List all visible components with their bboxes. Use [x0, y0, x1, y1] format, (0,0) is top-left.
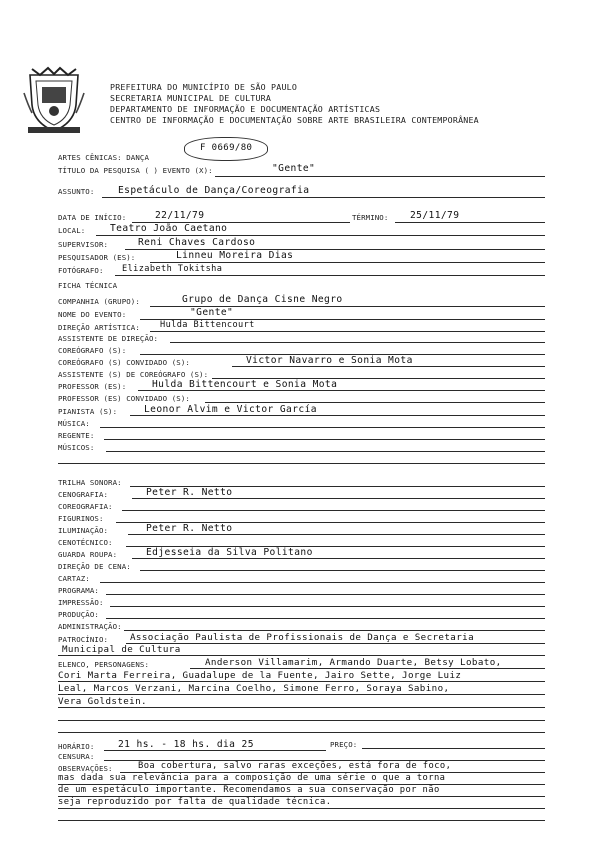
field-label: PRODUÇÃO: [58, 610, 99, 619]
elenco-label: ELENCO, PERSONAGENS: [58, 660, 149, 669]
local-value: Teatro João Caetano [110, 223, 228, 234]
patrocinio-label: PATROCÍNIO: [58, 635, 109, 644]
area-label: ARTES CÊNICAS: DANÇA [58, 153, 149, 162]
ficha-tecnica-label: FICHA TÉCNICA [58, 281, 118, 290]
titulo-value: "Gente" [272, 163, 316, 174]
elenco-line-3: Leal, Marcos Verzani, Marcina Coelho, Simone Ferro, Soraya Sabino, [58, 683, 450, 694]
field-label: PROFESSOR (ES) CONVIDADO (S): [58, 394, 190, 403]
data-inicio-value: 22/11/79 [155, 210, 205, 221]
termino-value: 25/11/79 [410, 210, 460, 221]
field-label: ILUMINAÇÃO: [58, 526, 109, 535]
municipal-coat-of-arms-icon [22, 65, 86, 135]
field-label: ASSISTENTE (S) DE COREÓGRAFO (S): [58, 370, 209, 379]
field-label: PIANISTA (S): [58, 407, 118, 416]
horario-label: HORÁRIO: [58, 742, 95, 751]
fotografo-label: FOTÓGRAFO: [58, 266, 104, 275]
pesquisador-value: Linneu Moreira Dias [176, 250, 294, 261]
field-value: Grupo de Dança Cisne Negro [182, 294, 343, 305]
elenco-line-1: Anderson Villamarim, Armando Duarte, Betsy Lobato, [205, 657, 502, 668]
field-value: Peter R. Netto [146, 523, 233, 534]
field-value: Hulda Bittencourt e Sonia Mota [152, 379, 338, 390]
header-line-3: DEPARTAMENTO DE INFORMAÇÃO E DOCUMENTAÇÃO ARTÍSTICAS [110, 104, 381, 114]
field-value: Victor Navarro e Sonia Mota [246, 355, 413, 366]
field-value: Peter R. Netto [146, 487, 233, 498]
field-label: COREÓGRAFO (S) CONVIDADO (S): [58, 358, 190, 367]
field-label: COREOGRAFIA: [58, 502, 113, 511]
field-value: Hulda Bittencourt [160, 320, 255, 330]
field-label: DIREÇÃO DE CENA: [58, 562, 131, 571]
observacoes-line-2: mas dada sua relevância para a composição de uma série o que a torna [58, 773, 446, 783]
elenco-line-2: Cori Marta Ferreira, Guadalupe de la Fuente, Jairo Sette, Jorge Luiz [58, 670, 462, 681]
header-line-1: PREFEITURA DO MUNICÍPIO DE SÃO PAULO [110, 82, 298, 92]
field-label: MÚSICOS: [58, 443, 95, 452]
field-label: CARTAZ: [58, 574, 90, 583]
field-label: COMPANHIA (GRUPO): [58, 297, 140, 306]
pesquisador-label: PESQUISADOR (ES): [58, 253, 136, 262]
field-label: ADMINISTRAÇÃO: [58, 622, 122, 631]
field-label: TRILHA SONORA: [58, 478, 122, 487]
horario-value: 21 hs. - 18 hs. dia 25 [118, 739, 254, 750]
fotografo-value: Elizabeth Tokitsha [122, 264, 223, 274]
field-label: MÚSICA: [58, 419, 90, 428]
patrocinio-line-1: Associação Paulista de Profissionais de Dança e Secretaria [130, 632, 475, 643]
observacoes-line-4: seja reproduzido por falta de qualidade técnica. [58, 797, 332, 807]
observacoes-line-3: de um espetáculo importante. Recomendamos a sua conservação por não [58, 785, 440, 795]
censura-label: CENSURA: [58, 752, 95, 761]
termino-label: TÉRMINO: [352, 213, 389, 222]
field-label: ASSISTENTE DE DIREÇÃO: [58, 334, 159, 343]
field-value: Leonor Alvim e Victor García [144, 404, 317, 415]
elenco-line-4: Vera Goldstein. [58, 696, 147, 707]
field-label: IMPRESSÃO: [58, 598, 104, 607]
supervisor-label: SUPERVISOR: [58, 240, 109, 249]
assunto-label: ASSUNTO: [58, 187, 95, 196]
field-label: PROGRAMA: [58, 586, 99, 595]
field-label: GUARDA ROUPA: [58, 550, 118, 559]
field-label: DIREÇÃO ARTÍSTICA: [58, 323, 140, 332]
file-number: F 0669/80 [200, 143, 253, 153]
assunto-value: Espetáculo de Dança/Coreografia [118, 185, 310, 196]
field-label: CENOTÉCNICO: [58, 538, 113, 547]
field-value: "Gente" [190, 307, 234, 318]
field-label: PROFESSOR (ES): [58, 382, 127, 391]
field-label: COREÓGRAFO (S): [58, 346, 127, 355]
header-line-4: CENTRO DE INFORMAÇÃO E DOCUMENTAÇÃO SOBRE ARTE BRASILEIRA CONTEMPORÂNEA [110, 115, 479, 125]
titulo-label: TÍTULO DA PESQUISA ( ) EVENTO (X): [58, 166, 213, 175]
supervisor-value: Reni Chaves Cardoso [138, 237, 256, 248]
local-label: LOCAL: [58, 226, 86, 235]
preco-label: PREÇO: [330, 740, 358, 749]
field-label: REGENTE: [58, 431, 95, 440]
observacoes-label: OBSERVAÇÕES: [58, 764, 113, 773]
field-label: NOME DO EVENTO: [58, 310, 127, 319]
data-inicio-label: DATA DE INÍCIO: [58, 213, 127, 222]
field-label: CENOGRAFIA: [58, 490, 109, 499]
observacoes-line-1: Boa cobertura, salvo raras exceções, está fora de foco, [138, 761, 452, 771]
field-value: Edjesseia da Silva Politano [146, 547, 313, 558]
field-label: FIGURINOS: [58, 514, 104, 523]
patrocinio-line-2: Municipal de Cultura [62, 644, 181, 655]
header-line-2: SECRETARIA MUNICIPAL DE CULTURA [110, 93, 272, 103]
